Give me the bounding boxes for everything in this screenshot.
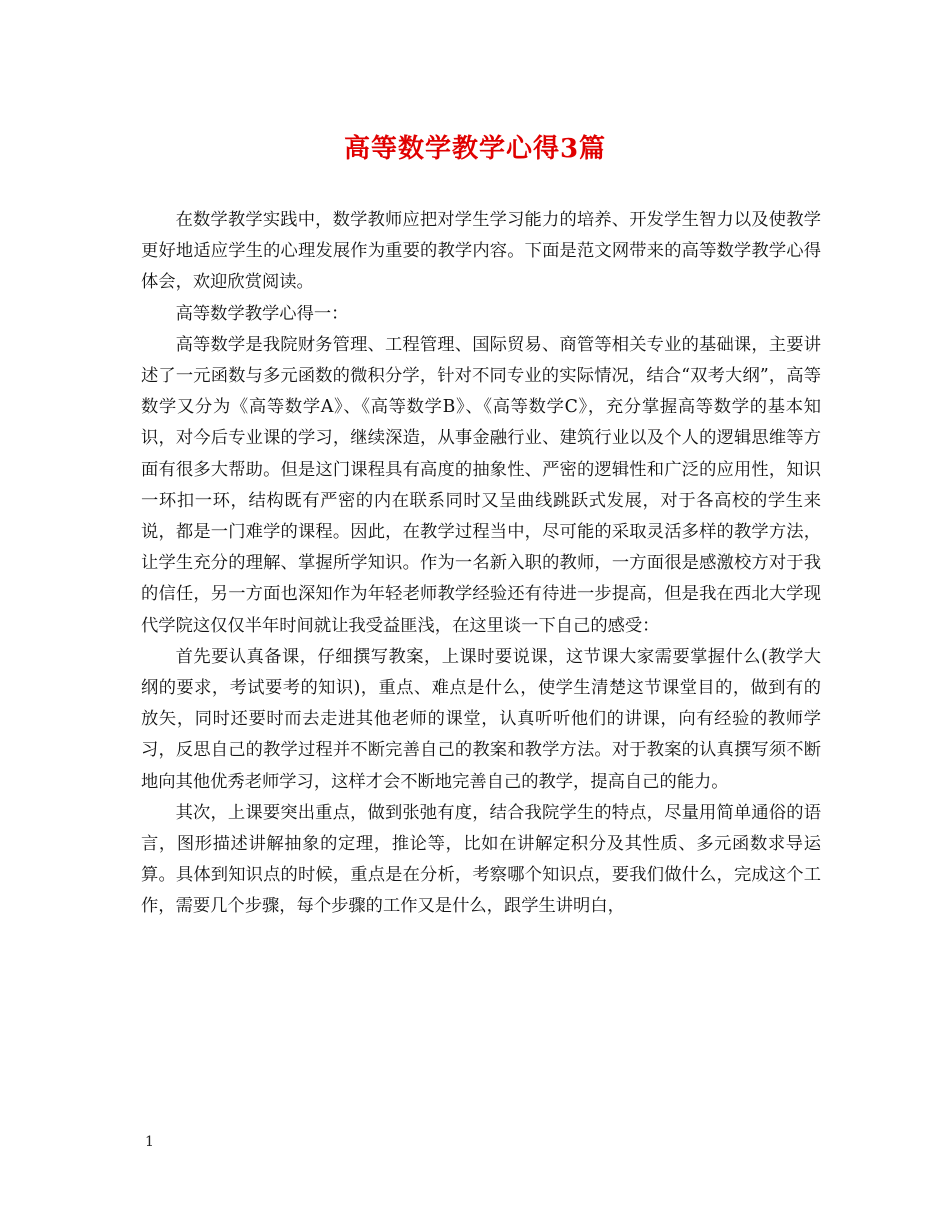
document-title: 高等数学教学心得3篇 — [343, 134, 607, 164]
page-number: 1 — [145, 1134, 154, 1150]
paragraph-course-overview: 高等数学是我院财务管理、工程管理、国际贸易、商管等相关专业的基础课，主要讲述了一元函数与多元函数的微积分学，针对不同专业的实际情况，结合“双考大纲”，高等数学又分为《高等数学A》、《高等数学B》、《高等数学C》，充分掌握高等数学的基本知识，对今后专业课的学习，继续深造，从事金融行业、建筑行业以及个人的逻辑思维等方面有很多大帮助。但是这门课程具有高度的抽象性、严密的逻辑性和广泛的应用性，知识一环扣一环，结构既有严密的内在联系同时又呈曲线跳跃式发展，对于各高校的学生来说，都是一门难学的课程。因此，在教学过程当中，尽可能的采取灵活多样的教学方法，让学生充分的理解、掌握所学知识。作为一名新入职的教师，一方面很是感激校方对于我的信任，另一方面也深知作为年轻老师教学经验还有待进一步提高，但是我在西北大学现代学院这仅仅半年时间就让我受益匪浅，在这里谈一下自己的感受： — [141, 334, 821, 636]
paragraph-lesson-preparation: 首先要认真备课，仔细撰写教案，上课时要说课，这节课大家需要掌握什么(教学大纲的要求，考试要考的知识)，重点、难点是什么，使学生清楚这节课堂目的，做到有的放矢，同时还要时而去走进其他老师的课堂，认真听听他们的讲课，向有经验的教师学习，反思自己的教学过程并不断完善自己的教案和教学方法。对于教案的认真撰写须不断地向其他优秀老师学习，这样才会不断地完善自己的教学，提高自己的能力。 — [141, 646, 821, 792]
document-body — [141, 205, 821, 923]
section-heading: 高等数学教学心得一： — [175, 303, 349, 324]
paragraph-teaching-focus: 其次，上课要突出重点，做到张弛有度，结合我院学生的特点，尽量用简单通俗的语言，图形描述讲解抽象的定理，推论等，比如在讲解定积分及其性质、多元函数求导运算。具体到知识点的时候，重点是在分析，考察哪个知识点，要我们做什么，完成这个工作，需要几个步骤，每个步骤的工作又是什么，跟学生讲明白， — [141, 802, 821, 917]
paragraph-intro: 在数学教学实践中，数学教师应把对学生学习能力的培养、开发学生智力以及使教学更好地适应学生的心理发展作为重要的教学内容。下面是范文网带来的高等数学教学心得体会，欢迎欣赏阅读。 — [141, 210, 821, 293]
